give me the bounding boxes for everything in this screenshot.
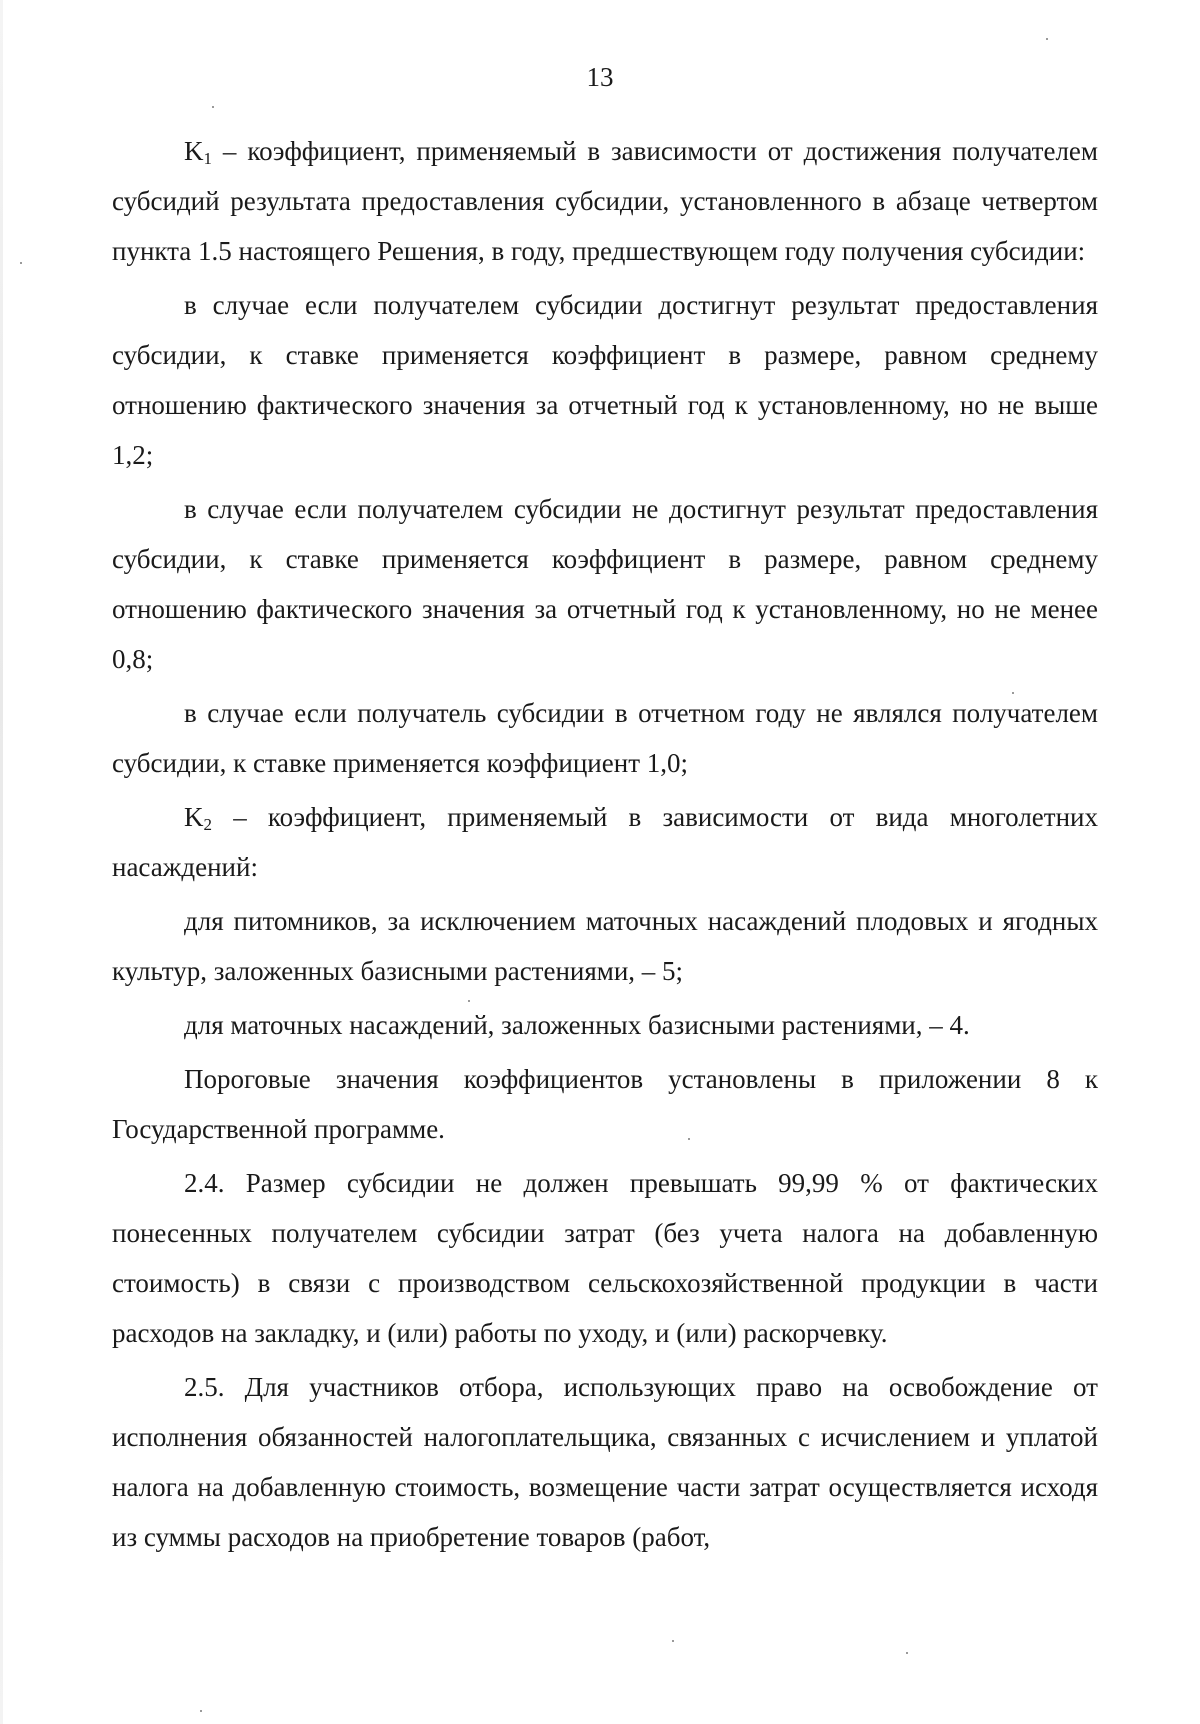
symbol-k1: K bbox=[184, 136, 204, 166]
scan-speck bbox=[212, 106, 214, 108]
paragraph-result-not-achieved: в случае если получателем субсидии не достигнут результат предоставления субсидии, к ставке применяется коэффициент в размере, равном среднему отношению фактического значения за отчетный год к установленному, но не менее 0,8; bbox=[112, 494, 1098, 674]
paragraph-text: – коэффициент, применяемый в зависимости от достижения получателем субсидий результата предоставления субсидии, установленного в абзаце четвертом пункта 1.5 настоящего Решения, в году, предшествующем году получения субсидии: bbox=[112, 136, 1098, 266]
scan-speck bbox=[1012, 692, 1014, 694]
paragraph-k1-definition bbox=[112, 126, 1098, 276]
paragraph-result-achieved: в случае если получателем субсидии достигнут результат предоставления субсидии, к ставке применяется коэффициент в размере, равном среднему отношению фактического значения за отчетный год к установленному, но не выше 1,2; bbox=[112, 290, 1098, 470]
scan-speck bbox=[906, 1652, 908, 1654]
scan-speck bbox=[1046, 38, 1048, 40]
symbol-k2: K bbox=[184, 802, 204, 832]
paragraph-not-recipient: в случае если получатель субсидии в отчетном году не являлся получателем субсидии, к ставке применяется коэффициент 1,0; bbox=[112, 698, 1098, 778]
paragraph-k2-definition bbox=[112, 792, 1098, 892]
page-number: 13 bbox=[586, 62, 614, 92]
paragraph-section-2-4: 2.4. Размер субсидии не должен превышать 99,99 % от фактических понесенных получателем субсидии затрат (без учета налога на добавленную стоимость) в связи с производством сельскохозяйственной продукции в части расходов на закладку, и (или) работы по уходу, и (или) раскорчевку. bbox=[112, 1168, 1098, 1348]
scan-speck bbox=[688, 1138, 690, 1140]
symbol-k2-subscript: 2 bbox=[203, 815, 212, 834]
scan-speck bbox=[200, 1710, 202, 1712]
paragraph-section-2-5: 2.5. Для участников отбора, использующих право на освобождение от исполнения обязанностей налогоплательщика, связанных с исчислением и уплатой налога на добавленную стоимость, возмещение части затрат осуществляется исходя из суммы расходов на приобретение товаров (работ, bbox=[112, 1372, 1098, 1552]
document-body bbox=[112, 126, 1098, 1566]
scan-edge-shadow bbox=[0, 0, 3, 1724]
symbol-k1-subscript: 1 bbox=[203, 149, 212, 168]
scan-speck bbox=[468, 1000, 470, 1002]
paragraph-mother-plantings: для маточных насаждений, заложенных базисными растениями, – 4. bbox=[184, 1010, 970, 1040]
scan-speck bbox=[672, 1640, 674, 1642]
paragraph-threshold-values: Пороговые значения коэффициентов установлены в приложении 8 к Государственной программе. bbox=[112, 1064, 1098, 1144]
paragraph-text: – коэффициент, применяемый в зависимости от вида многолетних насаждений: bbox=[112, 802, 1098, 882]
paragraph-nurseries: для питомников, за исключением маточных насаждений плодовых и ягодных культур, заложенных базисными растениями, – 5; bbox=[112, 906, 1098, 986]
scan-speck bbox=[20, 262, 22, 264]
